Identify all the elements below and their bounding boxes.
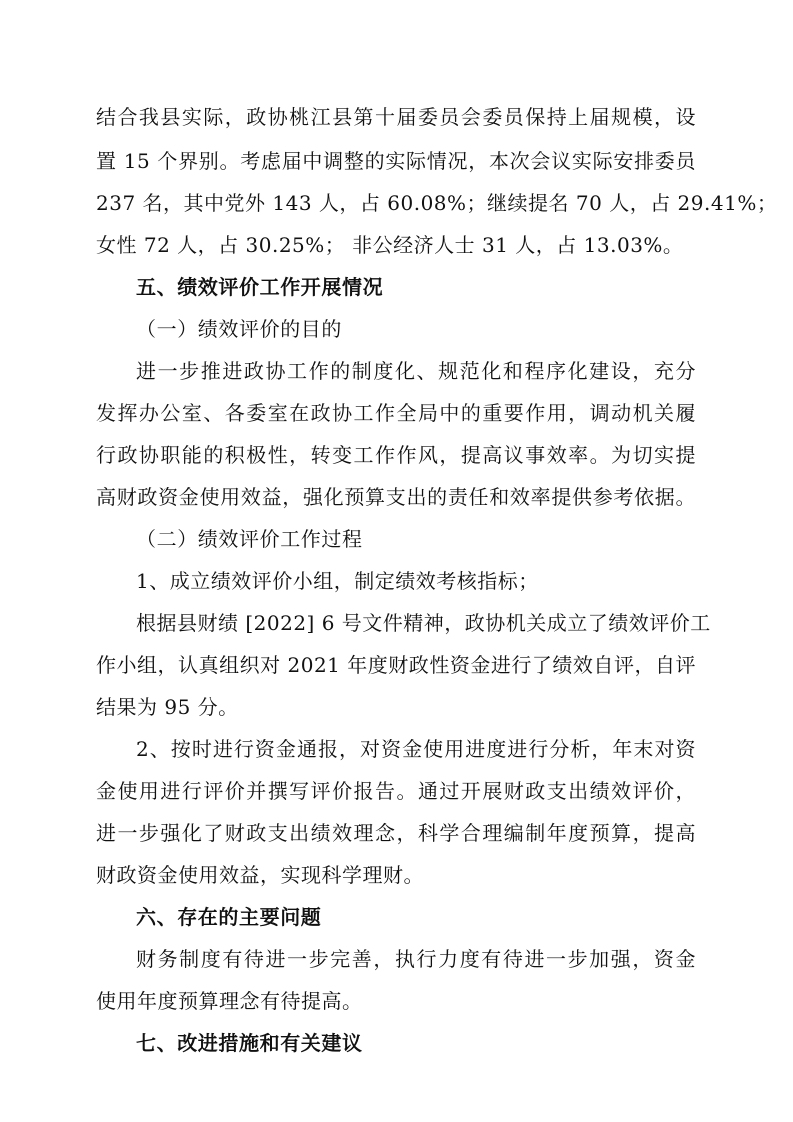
paragraph-1-line-3: 237 名，其中党外 143 人，占 60.08%；继续提名 70 人，占 29.41%； — [96, 191, 778, 215]
section-6-heading: 六、存在的主要问题 — [136, 905, 322, 929]
paragraph-1-line-2: 置 15 个界别。考虑届中调整的实际情况，本次会议实际安排委员 — [96, 149, 696, 173]
paragraph-1-line-4: 女性 72 人，占 30.25%； 非公经济人士 31 人，占 13.03%。 — [96, 233, 684, 257]
paragraph-1-line-1: 结合我县实际，政协桃江县第十届委员会委员保持上届规模，设 — [96, 105, 696, 129]
paragraph-2-line-2: 发挥办公室、各委室在政协工作全局中的重要作用，调动机关履 — [96, 401, 696, 425]
paragraph-2-line-3: 行政协职能的积极性，转变工作作风，提高议事效率。为切实提 — [96, 443, 696, 467]
section-7-heading: 七、改进措施和有关建议 — [136, 1031, 363, 1055]
section-5-1-heading: （一）绩效评价的目的 — [136, 317, 342, 341]
paragraph-3-line-1: 根据县财绩 [2022] 6 号文件精神，政协机关成立了绩效评价工 — [136, 611, 711, 635]
paragraph-4-line-3: 进一步强化了财政支出绩效理念，科学合理编制年度预算，提高 — [96, 821, 696, 845]
paragraph-2-line-4: 高财政资金使用效益，强化预算支出的责任和效率提供参考依据。 — [96, 485, 696, 509]
paragraph-2-line-1: 进一步推进政协工作的制度化、规范化和程序化建设，充分 — [136, 359, 696, 383]
paragraph-5-line-1: 财务制度有待进一步完善，执行力度有待进一步加强，资金 — [136, 947, 696, 971]
paragraph-4-line-1: 2、按时进行资金通报，对资金使用进度进行分析，年末对资 — [136, 737, 696, 761]
paragraph-3-line-2: 作小组，认真组织对 2021 年度财政性资金进行了绩效自评，自评 — [96, 653, 696, 677]
paragraph-3-line-3: 结果为 95 分。 — [96, 695, 239, 719]
section-5-heading: 五、绩效评价工作开展情况 — [136, 275, 384, 299]
paragraph-4-line-2: 金使用进行评价并撰写评价报告。通过开展财政支出绩效评价， — [96, 779, 696, 803]
item-1: 1、成立绩效评价小组，制定绩效考核指标； — [136, 569, 539, 593]
section-5-2-heading: （二）绩效评价工作过程 — [136, 527, 363, 551]
paragraph-4-line-4: 财政资金使用效益，实现科学理财。 — [96, 863, 424, 887]
paragraph-5-line-2: 使用年度预算理念有待提高。 — [96, 989, 363, 1013]
